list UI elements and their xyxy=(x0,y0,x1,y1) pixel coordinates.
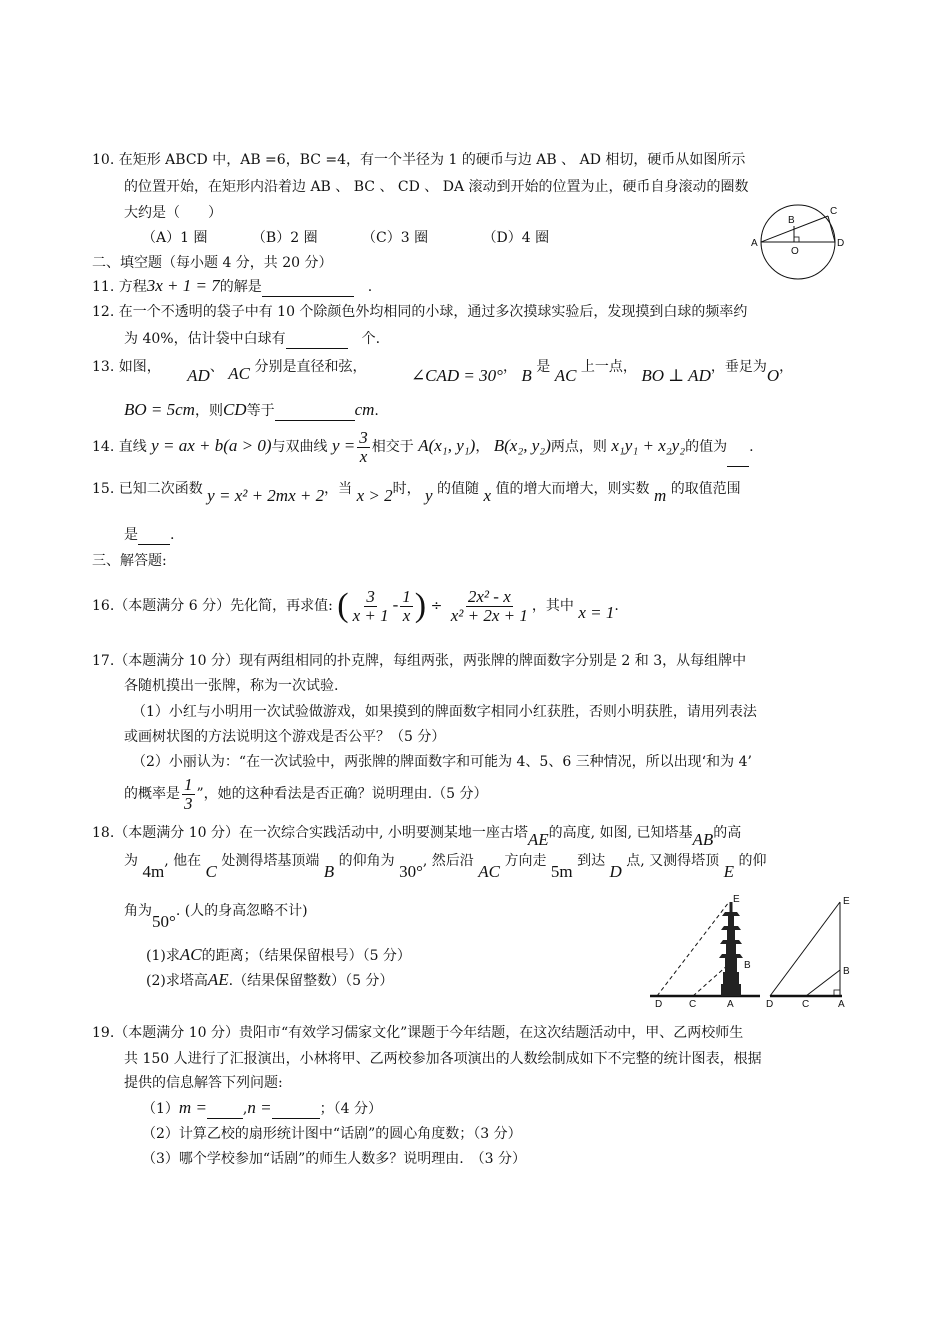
q13-line1: 13. 如图， AD、 AC 分别是直径和弦， ∠CAD = 30°， B 是 AC 上一点， BO ⊥ AD，垂足为O， xyxy=(92,359,794,385)
q17-line6: 的概率是 $\frac{1}{3}$ ”，她的这种看法是否正确？说明理由.（5 分） xyxy=(124,774,488,813)
fig18l-label-b: B xyxy=(744,960,751,971)
fig18l-label-d: D xyxy=(655,999,663,1010)
q14-fraction: $\frac{3}{x}$ xyxy=(359,427,368,466)
q17-line5: （2）小丽认为：“在一次试验中，两张牌的牌面数字和可能为 4、5、6 三种情况，所以出现‘和为 4’ xyxy=(132,754,752,770)
q10-line2: 的位置开始，在矩形内沿着边 AB 、 BC 、 CD 、 DA 滚动到开始的位置为止，硬币自身滚动的圈数 xyxy=(124,179,749,195)
q17-line4: 或画树状图的方法说明这个游戏是否公平？（5 分） xyxy=(124,729,446,745)
q13-blank[interactable] xyxy=(275,406,355,421)
q16: 16.（本题满分 6 分）先化简，再求值: ( $\frac{3}{x + 1}$ - $\frac{1}{x}$ ) ÷ $\frac{\text{2x² - x}}{\text{x² + 2x + 1}}$ ，其中 x = 1. xyxy=(92,586,619,625)
q15-line1: 15. 已知二次函数 y = x² + 2mx + 2，当 x > 2时， y 的值随 x 值的增大而增大，则实数 m 的取值范围 xyxy=(92,481,741,505)
q18-line1: 18.（本题满分 10 分）在一次综合实践活动中, 小明要测某地一座古塔AE的高度, 如图, 已知塔基AB的高 xyxy=(92,825,742,849)
fig10-label-d: D xyxy=(837,238,845,249)
fig18r-label-b: B xyxy=(843,966,850,977)
q17-line1: 17.（本题满分 10 分）现有两组相同的扑克牌，每组两张，两张牌的牌面数字分别是 2 和 3，从每组牌中 xyxy=(92,653,747,669)
q19-part3: （3）哪个学校参加“话剧”的师生人数多？说明理由. （3 分） xyxy=(142,1151,527,1167)
q12-line1: 12. 在一个不透明的袋子中有 10 个除颜色外均相同的小球，通过多次摸球实验后，发现摸到白球的频率约 xyxy=(92,304,748,320)
q17-line2: 各随机摸出一张牌，称为一次试验. xyxy=(124,678,339,694)
q19-blank-n[interactable] xyxy=(272,1104,320,1119)
q17-line3: （1）小红与小明用一次试验做游戏，如果摸到的牌面数字相同小红获胜，否则小明获胜，请用列表法 xyxy=(132,704,757,720)
fig18l-label-c: C xyxy=(689,999,697,1010)
q19-blank-m[interactable] xyxy=(207,1104,243,1119)
q13-line2: BO = 5cm，则CD等于 cm. xyxy=(124,400,379,419)
fig18l-label-a: A xyxy=(727,999,734,1010)
q10-options xyxy=(142,228,549,248)
q14-blank[interactable] xyxy=(727,452,749,467)
pagoda-icon xyxy=(719,902,743,996)
fig18r-label-e: E xyxy=(843,896,850,907)
fig18r-label-c: C xyxy=(802,999,810,1010)
q18-part2: (2)求塔高AE.（结果保留整数）（5 分） xyxy=(146,970,394,989)
q18-figure-pagoda xyxy=(645,892,765,1014)
q15-line2: 是 . xyxy=(124,527,175,543)
q10-line3: 大约是（ ） xyxy=(124,205,222,221)
q18-line3: 角为50°. (人的身高忽略不计) xyxy=(124,903,308,931)
fig18r-label-a: A xyxy=(838,999,845,1010)
option-a: （A）1 圈 xyxy=(142,230,208,246)
q19-line1: 19.（本题满分 10 分）贵阳市“有效学习儒家文化”课题于今年结题，在这次结题活动中，甲、乙两校师生 xyxy=(92,1025,744,1041)
q12-blank[interactable] xyxy=(286,334,348,349)
q14: 14. 直线 y = ax + b(a > 0)与双曲线 y = $\frac{3}{x}$ 相交于 A(x₁, y₁)， B(x₂, y₂)两点，则 x₁y₁ + x₂y₂的值为 . xyxy=(92,427,754,466)
q10-line1: 10. 在矩形 ABCD 中，AB =6，BC =4，有一个半径为 1 的硬币与边 AB 、 AD 相切，硬币从如图所示 xyxy=(92,152,746,168)
q18-line2: 为 4m, 他在 C 处测得塔基顶端 B 的仰角为 30°, 然后沿 AC 方向走 5m 到达 D 点, 又测得塔顶 E 的仰 xyxy=(124,853,767,881)
q19-line2: 共 150 人进行了汇报演出，小林将甲、乙两校参加各项演出的人数绘制成如下不完整的统计图表，根据 xyxy=(124,1051,762,1067)
option-c: （C）3 圈 xyxy=(362,230,429,246)
section-2-heading: 二、填空题（每小题 4 分，共 20 分） xyxy=(92,255,333,271)
q19-part2: （2）计算乙校的扇形统计图中“话剧”的圆心角度数；（3 分） xyxy=(142,1126,522,1142)
fig18r-label-d: D xyxy=(766,999,774,1010)
q11: 11. 方程3x + 1 = 7的解是 . xyxy=(92,276,373,295)
fig10-label-c: C xyxy=(830,206,838,217)
option-b: （B）2 圈 xyxy=(251,230,318,246)
q18-figure-geometry xyxy=(762,892,862,1014)
fig10-label-a: A xyxy=(751,238,758,249)
fig10-label-b: B xyxy=(788,215,795,226)
q10-figure xyxy=(748,204,848,284)
q12-line2: 为 40%，估计袋中白球有 个. xyxy=(124,331,381,347)
q18-part1: (1)求AC的距离；（结果保留根号）（5 分） xyxy=(146,945,411,964)
section-3-heading: 三、解答题: xyxy=(92,553,167,569)
q11-blank[interactable] xyxy=(262,282,354,297)
q19-part1: （1）m = ,n = ；（4 分） xyxy=(142,1098,382,1117)
option-d: （D）4 圈 xyxy=(482,230,550,246)
q15-blank[interactable] xyxy=(138,530,170,545)
fig10-label-o: O xyxy=(791,246,799,257)
fig18l-label-e: E xyxy=(733,894,740,905)
q19-line3: 提供的信息解答下列问题: xyxy=(124,1075,283,1091)
